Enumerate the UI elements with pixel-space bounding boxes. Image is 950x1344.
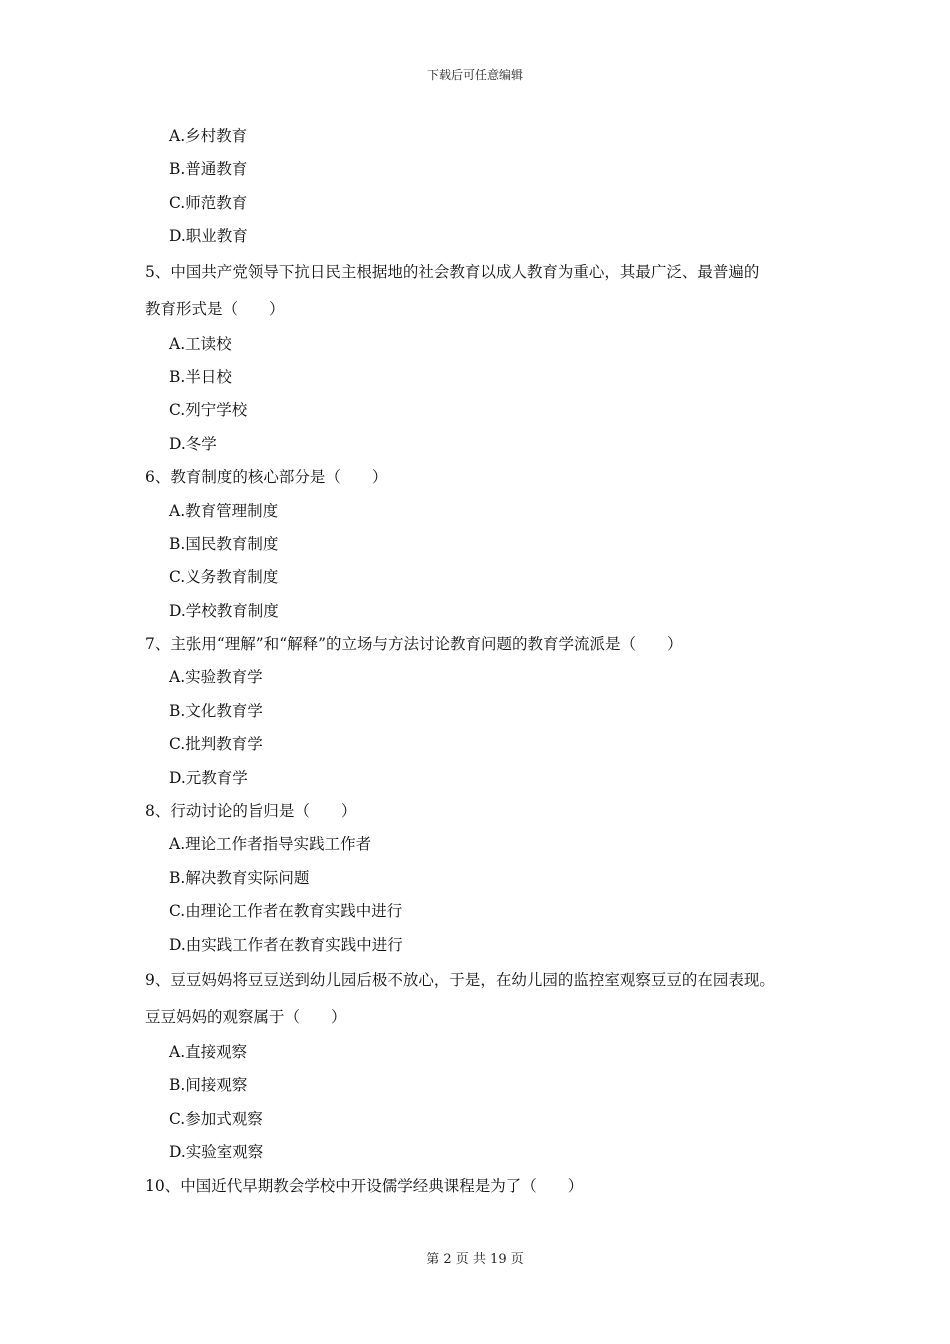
option-line: D.学校教育制度 xyxy=(169,601,279,620)
question-line: 10、中国近代早期教会学校中开设儒学经典课程是为了（ ） xyxy=(145,1176,584,1195)
option-line: A.工读校 xyxy=(169,334,232,353)
option-line: C.由理论工作者在教育实践中进行 xyxy=(169,902,403,921)
page-footer: 第 2 页 共 19 页 xyxy=(426,1252,524,1267)
option-line: D.实验室观察 xyxy=(169,1143,264,1162)
question-line: 5、中国共产党领导下抗日民主根据地的社会教育以成人教育为重心，其最广泛、最普遍的 xyxy=(145,262,760,281)
page-header: 下载后可任意编辑 xyxy=(426,68,523,82)
option-line: D.元教育学 xyxy=(169,768,248,787)
option-line: D.冬学 xyxy=(169,434,217,453)
question-line: 6、教育制度的核心部分是（ ） xyxy=(145,468,388,487)
question-line: 7、主张用“理解”和“解释”的立场与方法讨论教育问题的教育学流派是（ ） xyxy=(145,635,683,654)
question-line: 9、豆豆妈妈将豆豆送到幼儿园后极不放心，于是，在幼儿园的监控室观察豆豆的在园表现。 xyxy=(145,970,775,989)
option-line: B.文化教育学 xyxy=(169,701,263,720)
option-line: C.批判教育学 xyxy=(169,735,263,754)
question-line: 8、行动讨论的旨归是（ ） xyxy=(145,802,357,821)
option-line: B.解决教育实际问题 xyxy=(169,868,310,887)
option-line: C.参加式观察 xyxy=(169,1109,263,1128)
option-line: C.义务教育制度 xyxy=(169,568,279,587)
option-line: A.直接观察 xyxy=(169,1042,248,1061)
option-line: A.乡村教育 xyxy=(169,127,248,145)
option-line: C.师范教育 xyxy=(169,193,248,212)
option-line: D.职业教育 xyxy=(169,227,248,246)
question-line: 豆豆妈妈的观察属于（ ） xyxy=(145,1007,347,1026)
option-line: B.国民教育制度 xyxy=(169,534,279,553)
option-line: A.教育管理制度 xyxy=(169,501,279,520)
option-line: B.普通教育 xyxy=(169,160,248,179)
document-body xyxy=(145,120,815,1203)
option-line: D.由实践工作者在教育实践中进行 xyxy=(169,935,403,954)
option-line: A.实验教育学 xyxy=(169,668,263,687)
option-line: C.列宁学校 xyxy=(169,401,248,420)
question-line: 教育形式是（ ） xyxy=(145,299,285,318)
option-line: B.半日校 xyxy=(169,367,232,386)
option-line: A.理论工作者指导实践工作者 xyxy=(169,835,372,854)
option-line: B.间接观察 xyxy=(169,1076,248,1095)
